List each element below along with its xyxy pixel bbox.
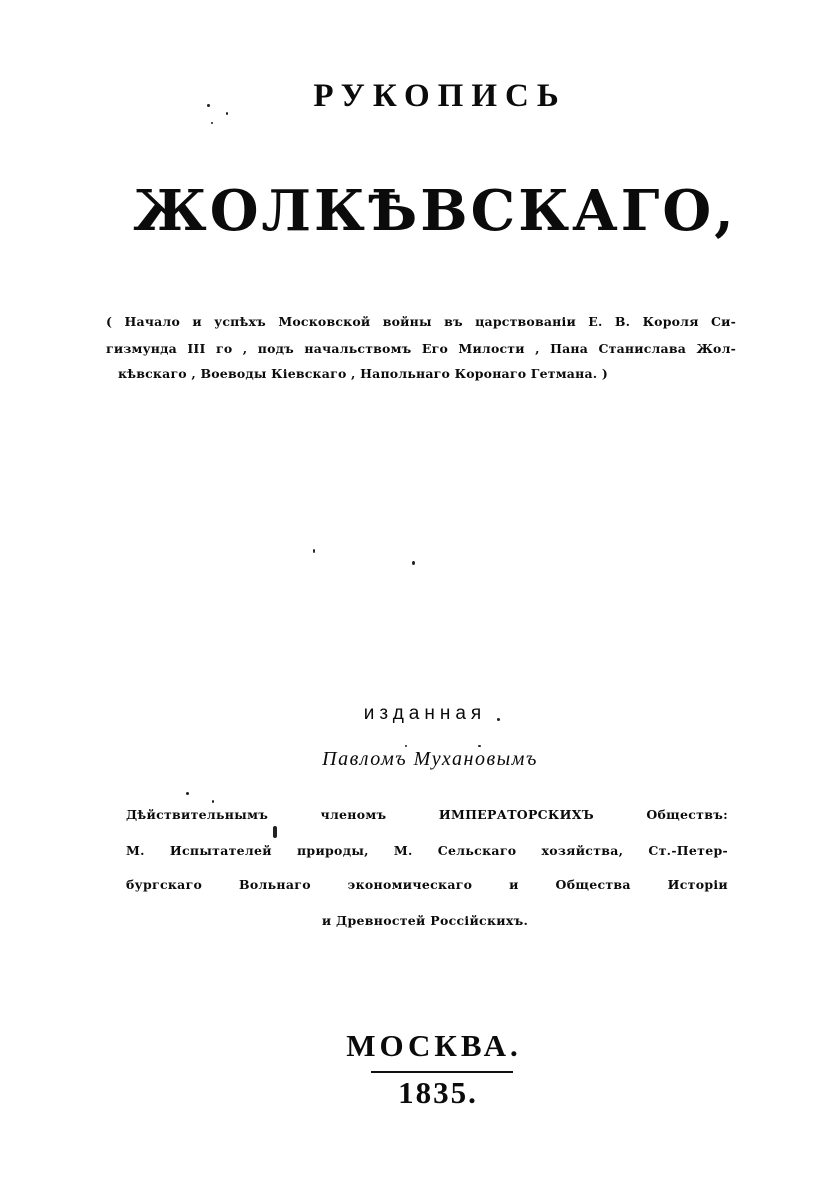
city: МОСКВА.	[346, 1028, 522, 1063]
year: 1835.	[398, 1075, 478, 1110]
scan-speck	[212, 800, 214, 803]
scan-speck	[497, 718, 500, 721]
published-label: изданная	[363, 703, 487, 724]
scan-speck	[186, 792, 189, 795]
membership-line-1: Дѣйствительнымъ членомъ ИМПЕРАТОРСКИХЪ Обществъ:	[126, 807, 728, 822]
scan-speck	[412, 561, 415, 565]
title-top: РУКОПИСЬ	[313, 78, 567, 114]
scan-speck	[207, 104, 210, 107]
subtitle-line-2: гизмунда III го , подъ начальствомъ Его Милости , Пана Станислава Жол-	[106, 341, 736, 356]
scan-speck	[478, 745, 481, 747]
scan-speck	[211, 122, 213, 124]
subtitle-line-1: ( Начало и успѣхъ Московской войны въ царствованіи Е. В. Короля Си-	[106, 314, 736, 329]
scan-speck	[405, 745, 407, 747]
scan-speck	[313, 549, 315, 553]
membership-line-3: бургскаго Вольнаго экономическаго и Общества Исторіи	[126, 877, 728, 892]
membership-line-2: М. Испытателей природы, М. Сельскаго хозяйства, Ст.-Петер-	[126, 843, 728, 858]
divider-rule	[371, 1071, 513, 1073]
scan-speck	[226, 112, 228, 115]
scan-speck	[273, 826, 277, 838]
author-name: Павломъ Мухановымъ	[322, 748, 538, 770]
membership-line-4: и Древностей Россійскихъ.	[321, 913, 529, 928]
subtitle-line-3: кѣвскаго , Воеводы Кіевскаго , Напольнаго Коронаго Гетмана. )	[118, 366, 608, 381]
title-main: ЖОЛКѢВСКАГО,	[133, 178, 737, 244]
